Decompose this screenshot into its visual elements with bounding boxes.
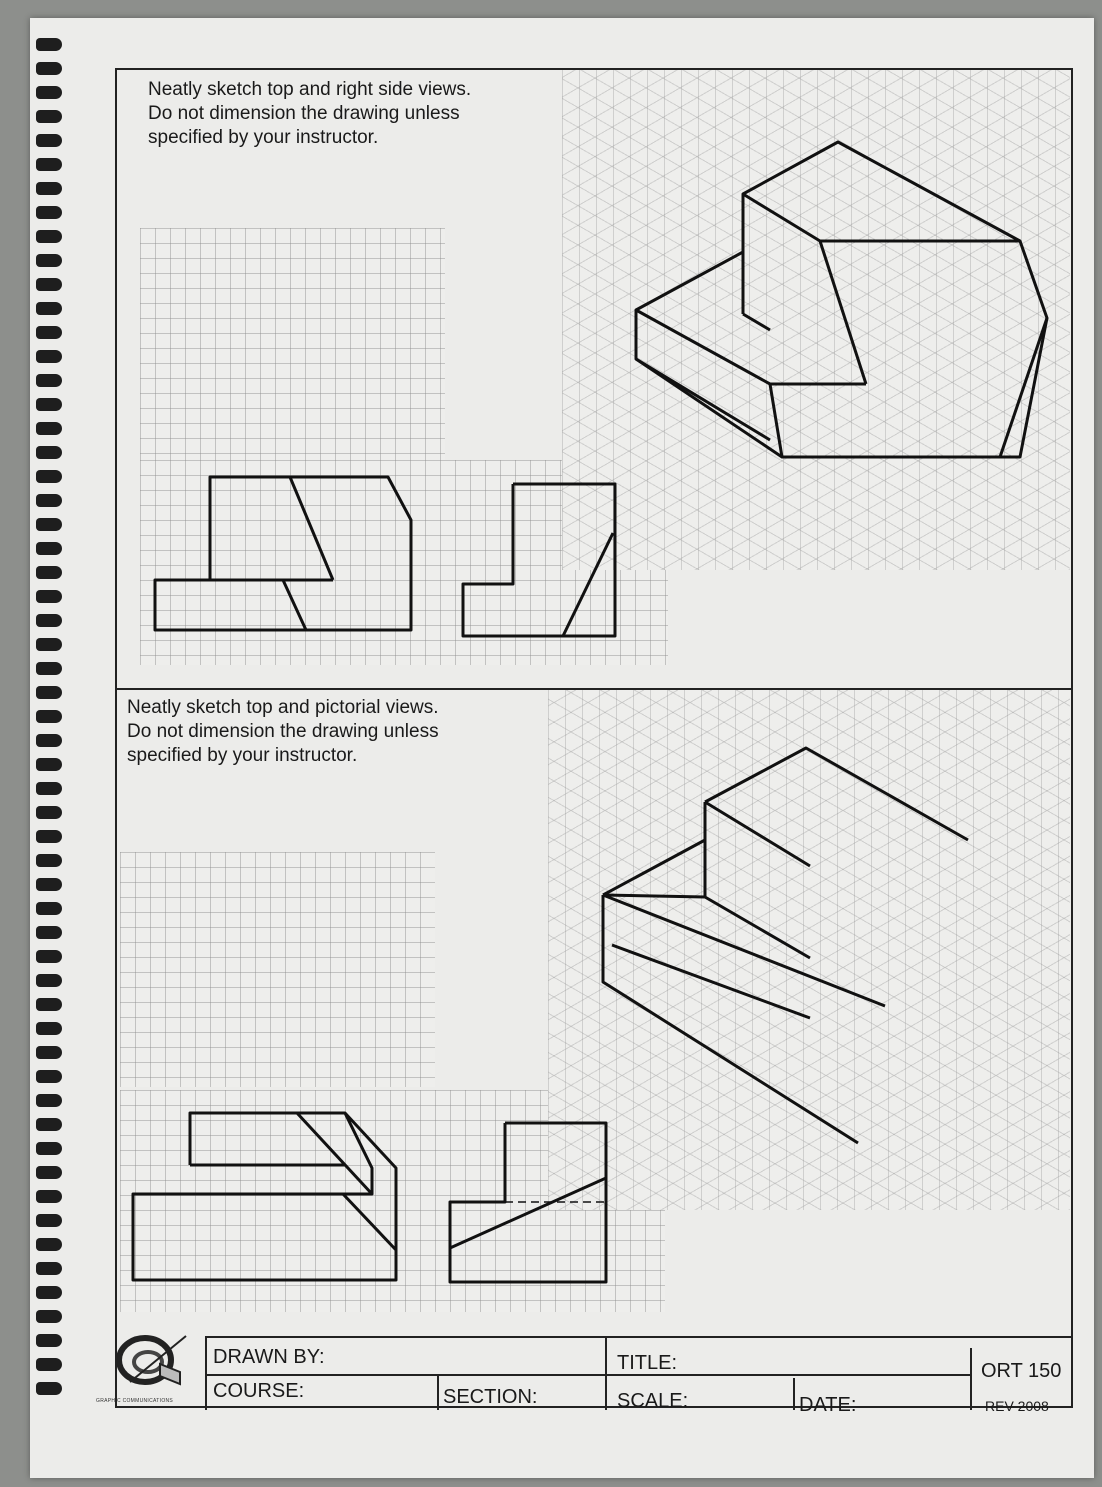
section-field[interactable]: SECTION: — [443, 1386, 538, 1408]
side-view-1 — [463, 484, 615, 636]
isometric-object-1 — [636, 142, 1047, 457]
side-view-2 — [450, 1123, 606, 1282]
front-view-1 — [155, 477, 411, 630]
instruction-line: Neatly sketch top and right side views. — [148, 79, 472, 100]
front-view-2 — [133, 1113, 396, 1280]
title-block — [205, 1336, 1073, 1416]
date-field[interactable]: DATE: — [799, 1394, 857, 1416]
scale-field[interactable]: SCALE: — [617, 1390, 689, 1412]
logo-text: GRAPHIC COMMUNICATIONS — [96, 1398, 174, 1404]
instruction-line: Do not dimension the drawing unless — [148, 103, 460, 124]
instruction-line: Do not dimension the drawing unless — [127, 721, 439, 742]
instruction-line: Neatly sketch top and pictorial views. — [127, 697, 439, 718]
sheet-id: ORT 150 — [981, 1360, 1062, 1382]
revision-label: REV 2008 — [985, 1398, 1049, 1414]
title-field[interactable]: TITLE: — [617, 1352, 678, 1374]
graphic-communications-logo-icon — [100, 1322, 200, 1402]
instruction-line: specified by your instructor. — [148, 127, 379, 148]
instruction-line: specified by your instructor. — [127, 745, 358, 766]
drawn-by-field[interactable]: DRAWN BY: — [213, 1346, 325, 1368]
isometric-object-2 — [603, 748, 968, 1143]
course-field[interactable]: COURSE: — [213, 1380, 305, 1402]
